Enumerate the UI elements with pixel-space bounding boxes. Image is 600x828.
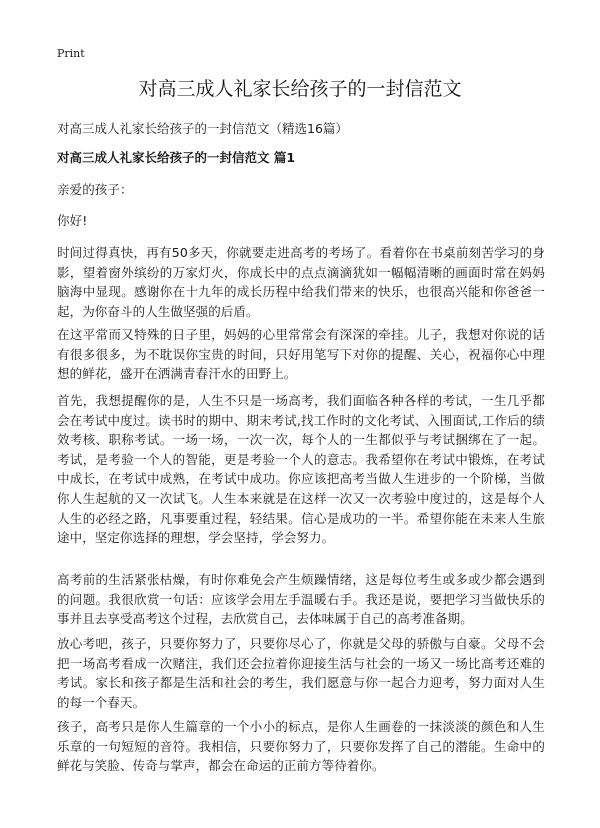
document-title: 对高三成人礼家长给孩子的一封信范文 [138,78,462,100]
document-subtitle: 对高三成人礼家长给孩子的一封信范文（精选16篇） [57,121,348,136]
body-paragraph-4: 高考前的生活紧张枯燥，有时你难免会产生烦躁情绪，这是每位考生或多或少都会遇到的问题。我很欣赏一句话：应该学会用左手温暖右手。我还是说，要把学习当做快乐的事并且去享受高考这个过程，去欣赏自己，去体味属于自己的高考准备期。 [57,572,545,627]
print-link[interactable]: Print [57,47,85,60]
body-paragraph-5: 放心考吧，孩子，只要你努力了，只要你尽心了，你就是父母的骄傲与自豪。父母不会把一场高考看成一次赌注，我们还会拉着你迎接生活与社会的一场又一场比高考还难的考试。家长和孩子都是生活和社会的考生，我们愿意与你一起合力迎考，努力面对人生的每一个春天。 [57,636,545,710]
body-paragraph-1: 时间过得真快，再有50多天，你就要走进高考的考场了。看着你在书桌前刻苦学习的身影，望着窗外缤纷的万家灯火，你成长中的点点滴滴犹如一幅幅清晰的画面时常在妈妈脑海中显现。感谢你在十九年的成长历程中给我们带来的快乐，也很高兴能和你爸爸一起，为你奋斗的人生做坚强的后盾。 [57,245,545,319]
body-paragraph-2: 在这平常而又特殊的日子里，妈妈的心里常常会有深深的牵挂。儿子，我想对你说的话有很多很多，为不耽误你宝贵的时间，只好用笔写下对你的提醒、关心，祝福你心中理想的鲜花，盛开在洒满青春汗水的田野上。 [57,327,545,382]
section-heading: 对高三成人礼家长给孩子的一封信范文 篇1 [57,150,296,165]
salutation: 亲爱的孩子： [57,182,133,197]
greeting: 你好! [57,213,88,228]
body-paragraph-6: 孩子，高考只是你人生篇章的一个小小的标点，是你人生画卷的一抹淡淡的颜色和人生乐章的一句短短的音符。我相信，只要你努力了，只要你发挥了自己的潜能。生命中的鲜花与笑脸、传奇与掌声，都会在命运的正前方等待着你。 [57,719,545,774]
body-paragraph-3: 首先，我想提醒你的是，人生不只是一场高考，我们面临各种各样的考试，一生几乎都会在考试中度过。读书时的期中、期末考试,找工作时的文化考试、入围面试,工作后的绩效考核、职称考试。一场一场，一次一次，每个人的一生都似乎与考试捆绑在了一起。考试，是考验一个人的智能，更是考验一个人的意志。我希望你在考试中锻炼，在考试中成长，在考试中成熟，在考试中成功。你应该把高考当做人生进步的一个阶梯，当做你人生起航的又一次试飞。人生本来就是在这样一次又一次考验中度过的，这是每个人人生的必经之路，凡事要重过程，轻结果。信心是成功的一半。希望你能在未来人生旅途中，坚定你选择的理想，学会坚持，学会努力。 [57,393,545,546]
